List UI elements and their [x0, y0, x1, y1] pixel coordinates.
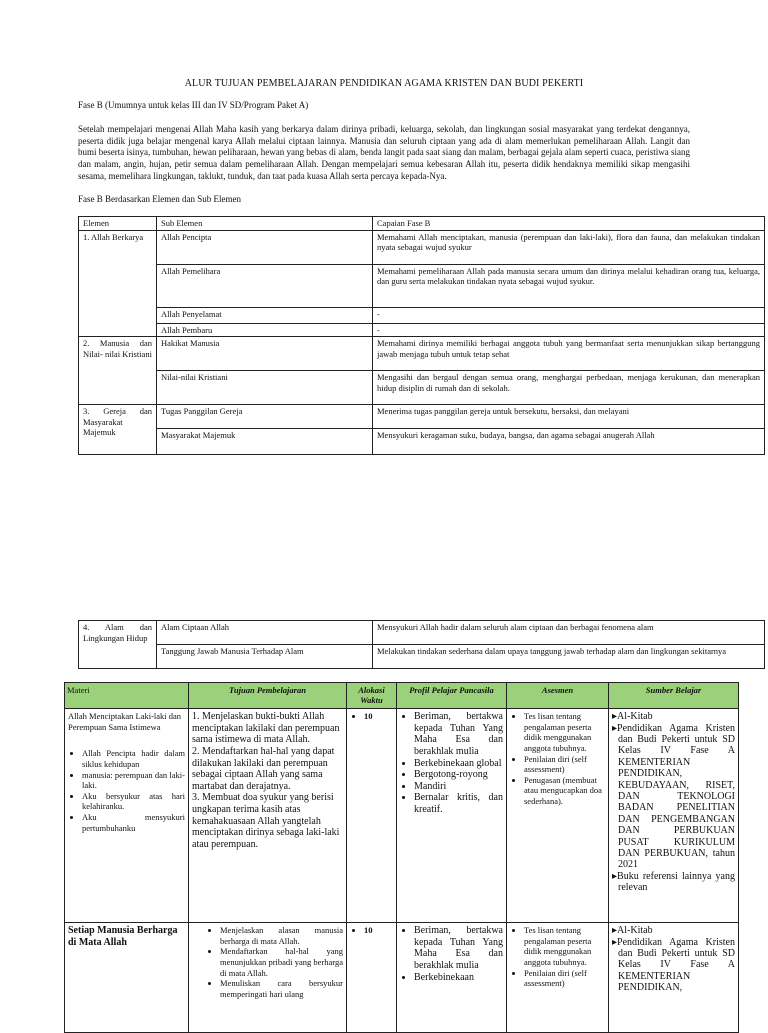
materi-cell — [65, 923, 189, 1033]
sub-elemen-cell: Masyarakat Majemuk — [157, 429, 373, 455]
header-sub-elemen: Sub Elemen — [157, 217, 373, 231]
list-item: • Mendaftarkan hal-hal yang menunjukkan pribadi yang berharga di mata Allah. — [220, 946, 343, 978]
table-row — [79, 307, 765, 323]
sumber-cell — [609, 709, 739, 923]
capaian-cell: Memahami pemeliharaan Allah pada manusia secara umum dan dirinya melalui kehadiran orang tua, keluarga, dan guru serta melakukan tindakan nyata sebagai wujud syukur. — [373, 264, 765, 307]
alokasi-cell — [347, 709, 397, 923]
sub-elemen-cell: Tanggung Jawab Manusia Terhadap Alam — [157, 645, 373, 669]
list-item: ▸Pendidikan Agama Kristen dan Budi Pekerti untuk SD Kelas IV Fase A KEMENTERIAN PENDIDIKAN, KEBUDAYAAN, RISET, DAN TEKNOLOGI BADAN PENELITIAN DAN PENGEMBANGAN DAN PERBUKUAN PUSAT KURIKULUM DAN PERBUKUAN, tahun 2021 — [612, 722, 735, 871]
sub-elemen-cell: Allah Pencipta — [157, 230, 373, 264]
sub-elemen-cell: Tugas Panggilan Gereja — [157, 405, 373, 429]
list-item: ▸Buku referensi lainnya yang relevan — [612, 870, 735, 894]
capaian-cell: Menerima tugas panggilan gereja untuk bersekutu, bersaksi, dan melayani — [373, 405, 765, 429]
list-item: • Penilaian diri (self assessment) — [524, 754, 605, 775]
list-item: • manusia: perempuan dan laki-laki. — [82, 770, 185, 791]
materi-title: Allah Menciptakan Laki-laki dan Perempuan Sama Istimewa — [68, 711, 182, 732]
sub-elemen-cell: Hakikat Manusia — [157, 337, 373, 371]
header-tujuan: Tujuan Pembelajaran — [189, 683, 347, 709]
table-caption: Fase B Berdasarkan Elemen dan Sub Elemen — [78, 194, 241, 204]
intro-paragraph: Setelah mempelajari mengenai Allah Maha kasih yang berkarya dalam dirinya pribadi, keluarga, sekolah, dan lingkungan sosial masyarakat yang terdekat dengannya, peserta didik juga belajar mengenal karya Allah melalui ciptaan lainnya. Manusia dan seluruh ciptaan yang ada di alam memerlukan pemeliharaan Allah. Langit dan bumi beserta isinya, tumbuhan, hewan peliharaan, hewan yang bebas di alam, benda langit pada saat siang dan malam, berbagai gejala alam seperti cuaca, peristiwa siang dan malam, angin, hujan, petir semua dalam pemeliharaan Allah. Dengan mempelajari semua kebesaran Allah itu, peserta didik hendaknya memiliki sikap mengasihi sesama, memelihara lingkungan, taklukt, tunduk, dan taat pada kuasa Allah serta percaya kepada-Nya. — [78, 124, 690, 181]
list-item: • Beriman, bertakwa kepada Tuhan Yang Maha Esa dan berakhlak mulia — [414, 925, 503, 971]
table-row — [79, 405, 765, 429]
table-row — [79, 230, 765, 264]
tujuan-item: 2. Mendaftarkan hal-hal yang dapat dilakukan lakilaki dan perempuan sebagai ciptaan Allah yang sama martabat dan derajatnya. — [192, 745, 335, 792]
asesmen-cell — [507, 923, 609, 1033]
list-item: • Allah Pencipta hadir dalam siklus kehidupan — [82, 748, 185, 769]
list-item: • Mandiri — [414, 781, 503, 793]
table-row — [79, 337, 765, 371]
list-item: • Berkebinekaan global — [414, 758, 503, 770]
capaian-cell: Memahami Allah menciptakan, manusia (perempuan dan laki-laki), flora dan fauna, dan melakukan tindakan nyata sebagai wujud syukur — [373, 230, 765, 264]
list-item: • Aku mensyukuri pertumbuhanku — [82, 812, 185, 833]
list-item: • Bernalar kritis, dan kreatif. — [414, 792, 503, 815]
elemen-cell: 2. Manusia dan Nilai- nilai Kristiani — [79, 337, 157, 405]
table-header-row — [65, 683, 739, 709]
capaian-cell: Mengasihi dan bergaul dengan semua orang, menghargai perbedaan, menjaga kerukunan, dan menerapkan hidup disiplin di rumah dan di sekolah. — [373, 371, 765, 405]
elemen-table-continued — [78, 620, 765, 669]
header-profil: Profil Pelajar Pancasila — [397, 683, 507, 709]
alokasi-value: • 10 — [364, 925, 393, 936]
table-row — [79, 429, 765, 455]
capaian-cell: Memahami dirinya memiliki berbagai anggota tubuh yang bermanfaat serta menunjukkan sikap bertanggung jawab menjaga tubuh untuk tetap sehat — [373, 337, 765, 371]
table-row — [79, 371, 765, 405]
capaian-cell: Mensyukuri Allah hadir dalam seluruh alam ciptaan dan berbagai fenomena alam — [373, 621, 765, 645]
elemen-cell: 4. Alam dan Lingkungan Hidup — [79, 621, 157, 669]
elemen-cell: 1. Allah Berkarya — [79, 230, 157, 337]
tujuan-item: 3. Membuat doa syukur yang berisi ungkapan terima kasih atas kemahakuasaan Allah yangtelah menciptakan dirinya sebaga laki-laki atau perempuan. — [192, 792, 340, 850]
elemen-cell: 3. Gereja dan Masyarakat Majemuk — [79, 405, 157, 455]
table-row — [79, 264, 765, 307]
sub-elemen-cell: Alam Ciptaan Allah — [157, 621, 373, 645]
tujuan-cell — [189, 709, 347, 923]
list-item: • Penugasan (membuat atau mengucapkan doa sederhana). — [524, 775, 605, 807]
alokasi-cell — [347, 923, 397, 1033]
document-title: ALUR TUJUAN PEMBELAJARAN PENDIDIKAN AGAMA KRISTEN DAN BUDI PEKERTI — [184, 78, 584, 89]
header-capaian: Capaian Fase B — [373, 217, 765, 231]
list-item: • Menuliskan cara bersyukur memperingati hari ulang — [220, 978, 343, 999]
table-row — [65, 923, 739, 1033]
sub-elemen-cell: Allah Pembaru — [157, 323, 373, 337]
capaian-cell: Mensyukuri keragaman suku, budaya, bangsa, dan agama sebagai anugerah Allah — [373, 429, 765, 455]
asesmen-cell — [507, 709, 609, 923]
profil-cell — [397, 923, 507, 1033]
header-materi: Materi — [65, 683, 189, 709]
table-row — [79, 645, 765, 669]
alokasi-value: • 10 — [364, 711, 393, 722]
capaian-cell: - — [373, 307, 765, 323]
list-item: • Aku bersyukur atas hari kelahiranku. — [82, 791, 185, 812]
tujuan-item: 1. Menjelaskan bukti-bukti Allah menciptakan lakilaki dan perempuan sama istimewa di mata Allah. — [192, 711, 340, 746]
table-header-row — [79, 217, 765, 231]
capaian-cell: - — [373, 323, 765, 337]
header-sumber: Sumber Belajar — [609, 683, 739, 709]
materi-cell — [65, 709, 189, 923]
list-item: • Berkebinekaan — [414, 972, 503, 984]
list-item: ▸Al-Kitab — [612, 925, 653, 937]
list-item: • Penilaian diri (self assessment) — [524, 968, 605, 989]
sumber-cell — [609, 923, 739, 1033]
capaian-cell: Melakukan tindakan sederhana dalam upaya tanggung jawab terhadap alam dan lingkungan sekitarnya — [373, 645, 765, 669]
list-item: ▸Al-Kitab — [612, 711, 653, 723]
learning-objectives-table — [64, 682, 739, 1033]
table-row — [79, 323, 765, 337]
header-alokasi: Alokasi Waktu — [347, 683, 397, 709]
sub-elemen-cell: Allah Penyelamat — [157, 307, 373, 323]
fase-line: Fase B (Umumnya untuk kelas III dan IV SD/Program Paket A) — [78, 100, 309, 110]
sub-elemen-cell: Nilai-nilai Kristiani — [157, 371, 373, 405]
sub-elemen-cell: Allah Pemelihara — [157, 264, 373, 307]
list-item: • Beriman, bertakwa kepada Tuhan Yang Maha Esa dan berakhlak mulia — [414, 711, 503, 757]
list-item: ▸Pendidikan Agama Kristen dan Budi Pekerti untuk SD Kelas IV Fase A KEMENTERIAN PENDIDIKAN, — [612, 936, 735, 994]
list-item: • Menjelaskan alasan manusia berharga di mata Allah. — [220, 925, 343, 946]
header-elemen: Elemen — [79, 217, 157, 231]
materi-title: Setiap Manusia Berharga di Mata Allah — [68, 925, 178, 949]
header-asesmen: Asesmen — [507, 683, 609, 709]
table-row — [65, 709, 739, 923]
list-item: • Tes lisan tentang pengalaman peserta didik menggunakan anggota tubuhnya. — [524, 925, 605, 967]
list-item: • Tes lisan tentang pengalaman peserta didik menggunakan anggota tubuhnya. — [524, 711, 605, 753]
elemen-table — [78, 216, 765, 455]
table-row — [79, 621, 765, 645]
profil-cell — [397, 709, 507, 923]
tujuan-cell — [189, 923, 347, 1033]
list-item: • Bergotong-royong — [414, 769, 503, 781]
